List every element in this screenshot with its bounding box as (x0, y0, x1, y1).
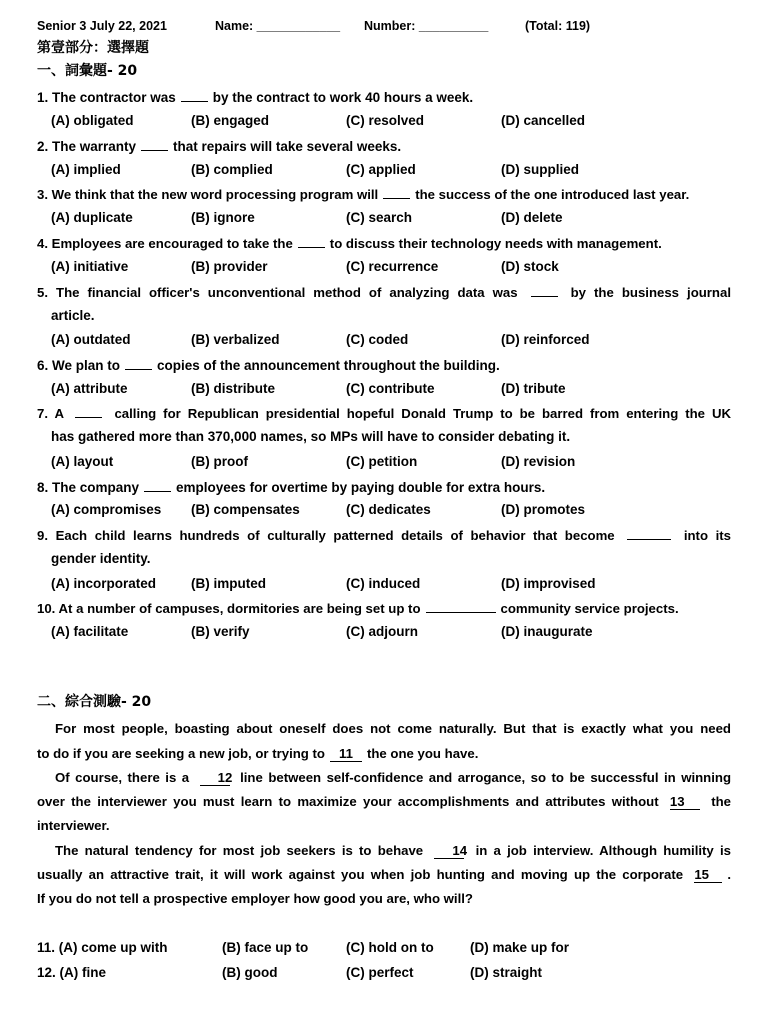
question-stem: 10. At a number of campuses, dormitories are being set up to community service projects. (37, 601, 679, 616)
option-d: (D) inaugurate (501, 624, 593, 639)
passage-line: over the interviewer you must learn to maximize your accomplishments and attributes without 13 the (37, 794, 731, 809)
cloze-blank-13: 13 (670, 795, 700, 810)
question-stem: 1. The contractor was by the contract to work 40 hours a week. (37, 90, 474, 105)
passage-line: to do if you are seeking a new job, or trying to 11 the one you have. (37, 746, 479, 761)
option-row (37, 258, 731, 276)
answer-blank (426, 599, 496, 613)
option-b: (B) distribute (191, 381, 275, 396)
option-b: (B) provider (191, 259, 268, 274)
option-b: (B) ignore (191, 210, 255, 225)
option-row (37, 939, 731, 957)
option-row (37, 112, 731, 130)
answer-blank (125, 356, 152, 370)
question-stem: 7. A calling for Republican presidential hopeful Donald Trump to be barred from entering the UK (37, 406, 731, 421)
option-row (37, 623, 731, 641)
option-b: (B) imputed (191, 576, 266, 591)
option-b: (B) face up to (222, 940, 309, 955)
option-c: (C) recurrence (346, 259, 439, 274)
option-c: (C) applied (346, 162, 416, 177)
option-d: (D) reinforced (501, 332, 590, 347)
question-stem: 3. We think that the new word processing program will the success of the one introduced last year. (37, 187, 690, 202)
answer-blank (298, 234, 325, 248)
question-stem: 2. The warranty that repairs will take several weeks. (37, 139, 402, 154)
option-c: (C) search (346, 210, 413, 225)
option-d: (D) promotes (501, 502, 585, 517)
cloze-blank-12: 12 (200, 771, 230, 786)
option-d: (D) delete (501, 210, 563, 225)
option-a: (A) incorporated (51, 576, 157, 591)
option-d: (D) improvised (501, 576, 596, 591)
option-b: (B) verbalized (191, 332, 280, 347)
question-stem: 6. We plan to copies of the announcement throughout the building. (37, 358, 500, 373)
question-stem-continued: has gathered more than 370,000 names, so MPs will have to consider debating it. (51, 429, 571, 444)
question-stem: 5. The financial officer's unconventional method of analyzing data was by the business journal (37, 285, 731, 300)
passage-line: interviewer. (37, 818, 110, 833)
passage-line: If you do not tell a prospective employer how good you are, who will? (37, 891, 473, 906)
option-b: (B) proof (191, 454, 248, 469)
option-c: (C) resolved (346, 113, 425, 128)
answer-blank (181, 88, 208, 102)
option-c: (C) coded (346, 332, 409, 347)
answer-blank (144, 478, 171, 492)
option-b: (B) engaged (191, 113, 270, 128)
option-d: (D) stock (501, 259, 559, 274)
option-d: (D) cancelled (501, 113, 586, 128)
passage-line: The natural tendency for most job seekers is to behave 14 in a job interview. Although humility is (55, 843, 731, 858)
option-b: (B) complied (191, 162, 273, 177)
option-c: (C) induced (346, 576, 421, 591)
class-date: Senior 3 July 22, 2021 (37, 19, 167, 33)
option-c: (C) perfect (346, 965, 414, 980)
option-a: 12. (A) fine (37, 965, 107, 980)
option-d: (D) make up for (470, 940, 570, 955)
option-b: (B) verify (191, 624, 250, 639)
passage-line: usually an attractive trait, it will work against you when job hunting and moving up the corporate 15 . (37, 867, 731, 882)
option-c: (C) petition (346, 454, 418, 469)
option-row (37, 964, 731, 982)
answer-blank (627, 526, 671, 540)
passage-line: Of course, there is a 12 line between self-confidence and arrogance, so to be successful in winning (55, 770, 732, 785)
question-stem: 4. Employees are encouraged to take the to discuss their technology needs with management. (37, 236, 662, 251)
option-a: (A) implied (51, 162, 121, 177)
name-field-label: Name: ____________ (215, 19, 341, 33)
option-a: (A) duplicate (51, 210, 133, 225)
answer-blank (383, 185, 410, 199)
question-stem: 8. The company employees for overtime by paying double for extra hours. (37, 480, 546, 495)
section-title-vocabulary: 一、詞彙題- 20 (37, 63, 138, 79)
option-a: (A) layout (51, 454, 114, 469)
option-row (37, 575, 731, 593)
cloze-blank-11: 11 (330, 747, 362, 762)
answer-blank (141, 137, 168, 151)
question-stem-continued: article. (51, 308, 95, 323)
question-stem-continued: gender identity. (51, 551, 151, 566)
answer-blank (75, 404, 102, 418)
option-c: (C) dedicates (346, 502, 431, 517)
passage-line: For most people, boasting about oneself does not come naturally. But that is exactly what you need (55, 721, 731, 736)
option-a: (A) compromises (51, 502, 162, 517)
answer-blank (531, 283, 558, 297)
option-row (37, 453, 731, 471)
option-row (37, 501, 731, 519)
option-row (37, 161, 731, 179)
option-row (37, 380, 731, 398)
option-a: (A) outdated (51, 332, 131, 347)
part-title: 第壹部分：選擇題 (37, 40, 149, 56)
cloze-blank-14: 14 (434, 844, 464, 859)
total-score: (Total: 119) (525, 19, 591, 33)
option-a: (A) obligated (51, 113, 134, 128)
number-field-label: Number: __________ (364, 19, 489, 33)
option-b: (B) good (222, 965, 278, 980)
option-row (37, 331, 731, 349)
question-stem: 9. Each child learns hundreds of culturally patterned details of behavior that become into its (37, 528, 731, 543)
option-a: (A) attribute (51, 381, 128, 396)
exam-header (37, 19, 731, 37)
option-c: (C) hold on to (346, 940, 434, 955)
option-c: (C) adjourn (346, 624, 418, 639)
option-a: (A) facilitate (51, 624, 129, 639)
option-d: (D) straight (470, 965, 542, 980)
option-c: (C) contribute (346, 381, 435, 396)
option-a: 11. (A) come up with (37, 940, 168, 955)
option-a: (A) initiative (51, 259, 129, 274)
option-d: (D) tribute (501, 381, 566, 396)
option-b: (B) compensates (191, 502, 300, 517)
option-d: (D) supplied (501, 162, 579, 177)
option-row (37, 209, 731, 227)
section-title-cloze: 二、綜合測驗- 20 (37, 694, 152, 710)
option-d: (D) revision (501, 454, 576, 469)
cloze-blank-15: 15 (694, 868, 722, 883)
